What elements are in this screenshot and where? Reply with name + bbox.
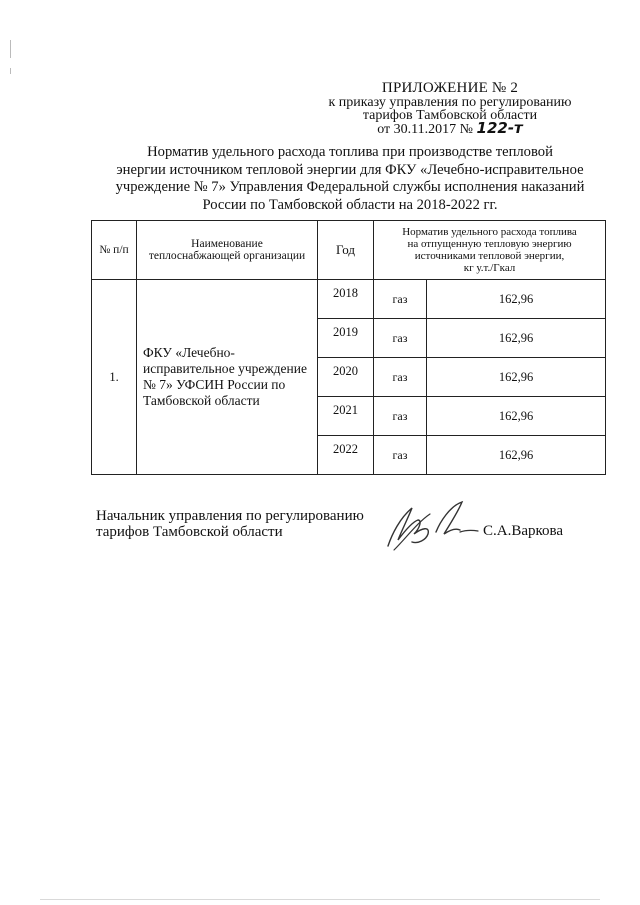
scan-bottom-mark: [40, 899, 600, 900]
appendix-order-line: [300, 119, 600, 137]
scan-edge-mark: [10, 40, 11, 58]
header-norm-line: источниками тепловой энергии,: [414, 250, 565, 262]
appendix-order-ref-line2: тарифов Тамбовской области: [362, 108, 538, 123]
order-number-handwritten: 122-т: [476, 119, 523, 137]
signatory-position-line: тарифов Тамбовской области: [96, 524, 283, 540]
organization-name-line: ФКУ «Лечебно-: [143, 345, 235, 360]
fuel-norm-table: [91, 220, 606, 475]
row-number: 1.: [92, 280, 137, 475]
document-title-line: Норматив удельного расхода топлива при производстве тепловой: [147, 144, 553, 160]
document-title: [95, 144, 605, 214]
fuel-cell: газ: [374, 397, 427, 436]
fuel-cell: газ: [374, 319, 427, 358]
organization-name-line: исправительное учреждение: [143, 361, 307, 376]
header-year: Год: [318, 221, 374, 280]
header-norm-line: на отпущенную тепловую энергию: [407, 238, 572, 250]
appendix-title: ПРИЛОЖЕНИЕ № 2: [381, 80, 519, 96]
norm-value-cell: 162,96: [427, 280, 606, 319]
year-cell: 2021: [318, 397, 374, 436]
header-norm-line: Норматив удельного расхода топлива: [402, 226, 577, 238]
scan-edge-mark: [10, 68, 11, 74]
fuel-cell: газ: [374, 280, 427, 319]
header-number: № п/п: [92, 221, 137, 280]
year-cell: 2020: [318, 358, 374, 397]
handwritten-signature: [378, 494, 490, 554]
document-title-line: энергии источником тепловой энергии для ФКУ «Лечебно-исправительное: [116, 161, 584, 178]
table-row: [92, 280, 606, 319]
document-title-line: России по Тамбовской области на 2018-2022 гг.: [202, 196, 498, 213]
document-title-line: учреждение № 7» Управления Федеральной службы исполнения наказаний: [115, 179, 585, 195]
header-norm: [374, 221, 606, 280]
fuel-cell: газ: [374, 436, 427, 475]
organization-name-line: Тамбовской области: [143, 393, 260, 408]
header-organization-line: Наименование: [191, 237, 263, 250]
norm-value-cell: 162,96: [427, 397, 606, 436]
signatory-position-line: Начальник управления по регулированию: [96, 508, 364, 524]
organization-name: [137, 280, 318, 475]
signatory-name: С.А.Варкова: [483, 523, 564, 539]
appendix-header: [300, 80, 600, 136]
year-cell: 2022: [318, 436, 374, 475]
header-norm-line: кг у.т./Гкал: [463, 262, 516, 274]
norm-value-cell: 162,96: [427, 436, 606, 475]
norm-value-cell: 162,96: [427, 358, 606, 397]
signatory-position: [96, 508, 386, 540]
year-cell: 2018: [318, 280, 374, 319]
norm-value-cell: 162,96: [427, 319, 606, 358]
table-header-row: [92, 221, 606, 280]
order-date-prefix: от 30.11.2017 №: [377, 122, 474, 137]
organization-name-line: № 7» УФСИН России по: [143, 377, 286, 392]
appendix-order-ref-line1: к приказу управления по регулированию: [328, 95, 572, 110]
header-organization: [137, 221, 318, 280]
fuel-cell: газ: [374, 358, 427, 397]
header-organization-line: теплоснабжающей организации: [148, 250, 306, 262]
year-cell: 2019: [318, 319, 374, 358]
